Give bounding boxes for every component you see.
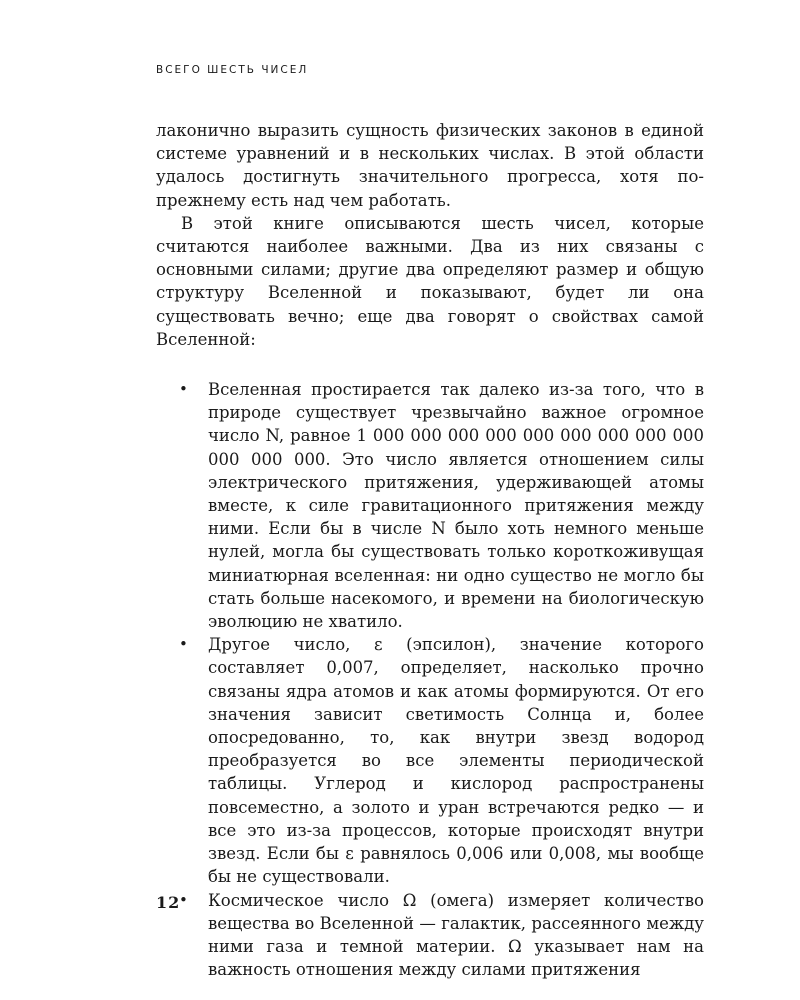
bullet-item-epsilon [156,633,704,888]
bullet-text: Космическое число Ω (омега) измеряет количество вещества во Вселенной — галактик, рассеянного между ними газа и темной материи. Ω указывает нам на важность отношения между силами притяжения [208,890,704,980]
bullet-text: Другое число, ε (эпсилон), значение которого составляет 0,007, определяет, насколько прочно связаны ядра атомов и как атомы формируются. От его значения зависит светимость Солнца и, более опосредованно, то, как внутри звезд водород преобразуется во все элементы периодической таблицы. Углерод и кислород распространены повсеместно, а золото и уран встречаются редко — и все это из-за процессов, которые происходят внутри звезд. Если бы ε равнялось 0,006 или 0,008, мы вообще бы не существовали. [208,635,704,887]
bullet-item-omega [156,889,704,982]
running-head: ВСЕГО ШЕСТЬ ЧИСЕЛ [156,64,309,76]
bullet-icon: • [179,890,188,909]
bullet-icon: • [179,380,188,399]
paragraph-continued: лаконично выразить сущность физических законов в единой системе уравнений и в нескольких числах. В этой области удалось достигнуть значительного прогресса, хотя по-прежнему есть над чем работать. [156,121,704,210]
page-body [156,119,704,981]
bullet-text: Вселенная простирается так далеко из-за того, что в природе существует чрезвычайно важное огромное число N, равное 1 000 000 000 000 000 000 000 000 000 000 000 000. Это число является отношением силы электрического притяжения, удерживающей атомы вместе, к силе гравитационного притяжения между ними. Если бы в числе N было хоть немного меньше нулей, могла бы существовать только короткоживущая миниатюрная вселенная: ни одно существо не могло бы стать больше насекомого, и времени на биологическую эволюцию не хватило. [208,380,704,632]
page-number: 12 [156,893,181,912]
bullet-icon: • [179,635,188,654]
paragraph-six-numbers: В этой книге описываются шесть чисел, которые считаются наиболее важными. Два из них связаны с основными силами; другие два определяют размер и общую структуру Вселенной и показывают, будет ли она существовать вечно; еще два говорят о свойствах самой Вселенной: [156,213,704,349]
bullet-item-n [156,378,704,633]
bullet-list [156,378,704,981]
